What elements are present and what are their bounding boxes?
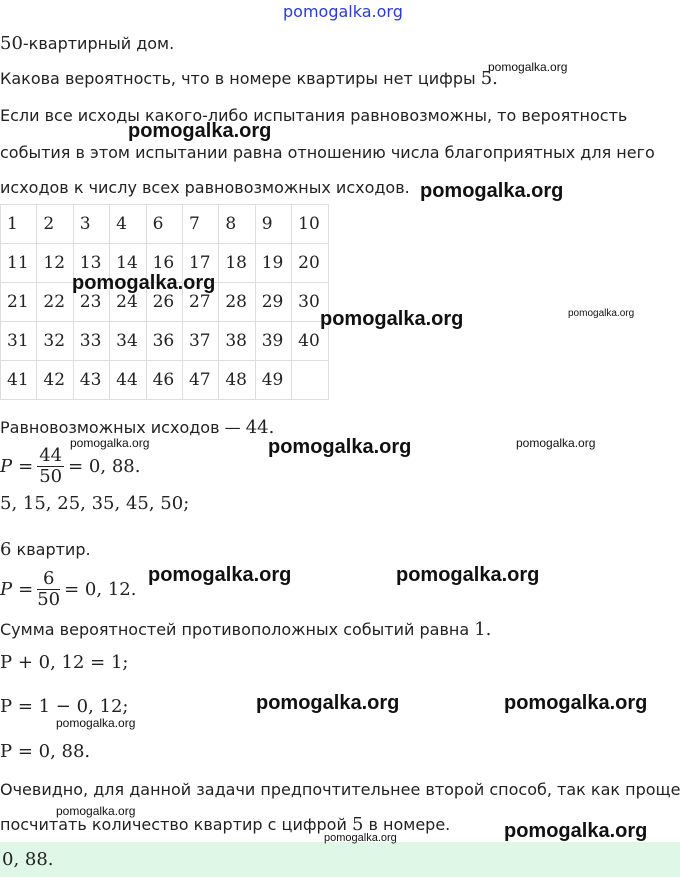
- six-apartments-line: [0, 540, 91, 560]
- apartments-with-five: 5, 15, 25, 35, 45, 50;: [0, 493, 190, 514]
- table-cell: 9: [255, 205, 291, 244]
- formula-2-denominator: 50: [37, 588, 61, 610]
- table-cell: 37: [182, 322, 218, 361]
- question-line: [0, 69, 498, 89]
- table-cell: 44: [110, 361, 146, 400]
- table-cell: 22: [37, 283, 73, 322]
- watermark: pomogalka.org: [516, 436, 596, 450]
- watermark: pomogalka.org: [420, 180, 564, 202]
- intro-line: [0, 34, 174, 54]
- table-cell: 28: [219, 283, 255, 322]
- formula-2-lhs: P: [0, 578, 13, 600]
- table-row: [1, 322, 329, 361]
- table-cell: 6: [146, 205, 182, 244]
- six-count: 6: [0, 539, 12, 560]
- watermark: pomogalka.org: [320, 308, 464, 330]
- watermark: pomogalka.org: [70, 436, 150, 450]
- table-cell: 29: [255, 283, 291, 322]
- conclusion-text-b: в номере.: [363, 815, 451, 834]
- definition-line-2: события в этом испытании равна отношению числа благоприятных для него: [0, 143, 655, 162]
- watermark: pomogalka.org: [324, 832, 397, 844]
- formula-1-lhs: P: [0, 455, 13, 477]
- table-cell: 10: [292, 205, 328, 244]
- equal-outcomes-text: Равновозможных исходов —: [0, 418, 246, 437]
- table-cell: 32: [37, 322, 73, 361]
- definition-line-1: Если все исходы какого-либо испытания равновозможны, то вероятность: [0, 106, 628, 125]
- formula-1-rhs: = 0, 88.: [68, 455, 141, 477]
- formula-2-numerator: 6: [37, 569, 60, 590]
- table-cell: 48: [219, 361, 255, 400]
- equation-1: P + 0, 12 = 1;: [0, 652, 129, 673]
- watermark: pomogalka.org: [396, 564, 540, 586]
- table-cell: 3: [73, 205, 109, 244]
- formula-1-fraction: [37, 446, 64, 487]
- table-cell: 34: [110, 322, 146, 361]
- six-text: квартир.: [11, 540, 91, 559]
- table-cell: 36: [146, 322, 182, 361]
- table-cell: 12: [37, 244, 73, 283]
- formula-1-denominator: 50: [39, 465, 63, 487]
- table-cell: 42: [37, 361, 73, 400]
- watermark: pomogalka.org: [268, 436, 412, 458]
- table-cell: 49: [255, 361, 291, 400]
- site-header[interactable]: pomogalka.org: [283, 2, 403, 21]
- watermark: pomogalka.org: [256, 692, 400, 714]
- watermark: pomogalka.org: [56, 716, 136, 730]
- formula-1: P = $\frac{44}{50}$ = 0, 88.: [0, 444, 141, 487]
- table-cell: [292, 361, 328, 400]
- table-cell: 2: [37, 205, 73, 244]
- table-cell: 19: [255, 244, 291, 283]
- equal-outcomes-value: 44.: [245, 417, 275, 438]
- formula-2-fraction: [37, 569, 60, 610]
- apartments-count: 50: [0, 33, 23, 54]
- table-cell: 47: [182, 361, 218, 400]
- conclusion-digit: 5: [351, 814, 364, 835]
- formula-2-rhs: = 0, 12.: [64, 578, 137, 600]
- table-cell: 31: [1, 322, 37, 361]
- conclusion-text-a: посчитать количество квартир с цифрой: [0, 815, 352, 834]
- table-cell: 4: [110, 205, 146, 244]
- table-cell: 43: [73, 361, 109, 400]
- table-cell: 1: [1, 205, 37, 244]
- answer-box: [0, 842, 680, 877]
- definition-line-3: исходов к числу всех равновозможных исходов.: [0, 178, 410, 197]
- table-cell: 23: [73, 283, 109, 322]
- question-digit: 5.: [480, 68, 498, 89]
- table-cell: 38: [219, 322, 255, 361]
- table-cell: 8: [219, 205, 255, 244]
- watermark: pomogalka.org: [128, 120, 272, 142]
- table-cell: 27: [182, 283, 218, 322]
- equation-3: P = 0, 88.: [0, 741, 91, 762]
- table-cell: 21: [1, 283, 37, 322]
- table-row: [1, 205, 329, 244]
- watermark: pomogalka.org: [148, 564, 292, 586]
- table-cell: 30: [292, 283, 328, 322]
- intro-text: -квартирный дом.: [22, 34, 175, 53]
- watermark: pomogalka.org: [504, 820, 648, 842]
- table-cell: 20: [292, 244, 328, 283]
- formula-1-numerator: 44: [39, 444, 63, 466]
- watermark: pomogalka.org: [72, 272, 216, 294]
- conclusion-line-1: Очевидно, для данной задачи предпочтительнее второй способ, так как проще: [0, 780, 680, 799]
- table-cell: 17: [182, 244, 218, 283]
- apartments-table: [0, 204, 329, 400]
- table-cell: 11: [1, 244, 37, 283]
- watermark: pomogalka.org: [56, 804, 136, 818]
- table-cell: 46: [146, 361, 182, 400]
- equal-outcomes-line: [0, 418, 274, 438]
- table-cell: 24: [110, 283, 146, 322]
- equation-2: P = 1 − 0, 12;: [0, 696, 129, 717]
- sum-text: Сумма вероятностей противоположных событий равна: [0, 620, 475, 639]
- formula-2: P = $\frac{6}{50}$ = 0, 12.: [0, 567, 137, 610]
- sum-value: 1.: [474, 619, 492, 640]
- table-cell: 26: [146, 283, 182, 322]
- table-row: [1, 361, 329, 400]
- table-cell: 13: [73, 244, 109, 283]
- sum-line: [0, 620, 491, 640]
- table-cell: 39: [255, 322, 291, 361]
- table-cell: 14: [110, 244, 146, 283]
- watermark: pomogalka.org: [488, 60, 568, 74]
- table-cell: 16: [146, 244, 182, 283]
- watermark: pomogalka.org: [568, 308, 635, 319]
- table-cell: 18: [219, 244, 255, 283]
- watermark: pomogalka.org: [504, 692, 648, 714]
- table-cell: 33: [73, 322, 109, 361]
- question-text: Какова вероятность, что в номере квартиры нет цифры: [0, 69, 481, 88]
- table-cell: 40: [292, 322, 328, 361]
- answer-value: 0, 88.: [2, 849, 54, 870]
- table-cell: 41: [1, 361, 37, 400]
- table-cell: 7: [182, 205, 218, 244]
